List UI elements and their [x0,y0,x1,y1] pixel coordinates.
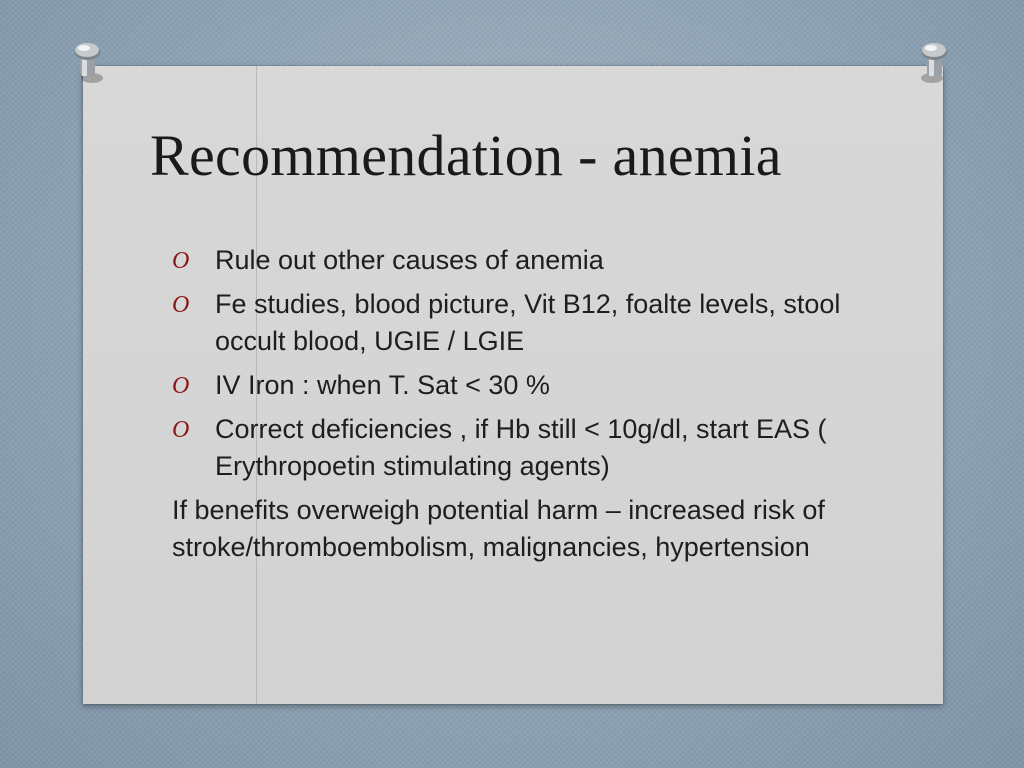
bullet-text: IV Iron : when T. Sat < 30 % [215,370,550,400]
bullet-marker-icon: O [172,248,190,274]
bullet-item [172,367,872,404]
pushpin-right-icon [914,40,954,86]
bullet-item [172,286,872,360]
bullet-item [172,242,872,279]
bullet-text: Fe studies, blood picture, Vit B12, foalte levels, stool occult blood, UGIE / LGIE [215,289,841,356]
body-paragraph: If benefits overweigh potential harm – increased risk of stroke/thromboembolism, malignancies, hypertension [172,495,825,562]
slide-content [172,242,872,566]
pushpin-left-icon [68,40,108,86]
bullet-marker-icon: O [172,373,190,399]
bullet-text: Rule out other causes of anemia [215,245,604,275]
bullet-item [172,411,872,485]
bullet-marker-icon: O [172,417,190,443]
bullet-text: Correct deficiencies , if Hb still < 10g/dl, start EAS ( Erythropoetin stimulating agents) [215,414,827,481]
bullet-marker-icon: O [172,292,190,318]
slide-title: Recommendation - anemia [150,123,782,188]
